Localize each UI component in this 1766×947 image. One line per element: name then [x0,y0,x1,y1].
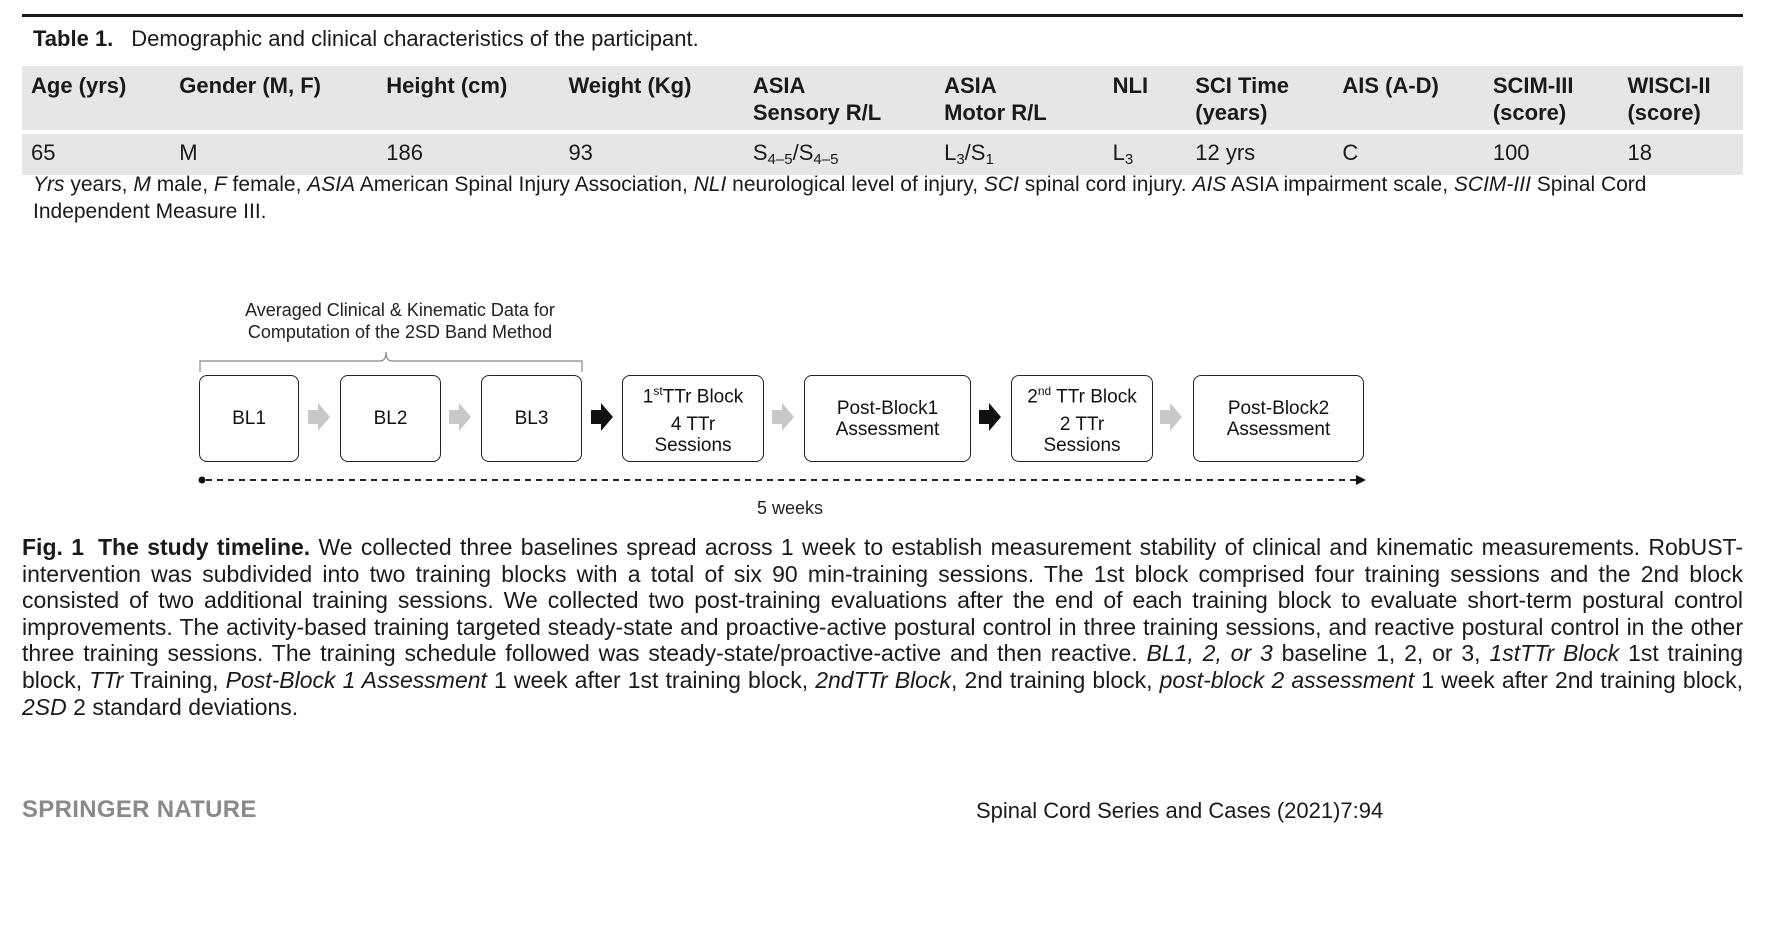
column-header-line: (years) [1195,100,1268,125]
column-header [1618,66,1743,130]
column-header [22,66,170,130]
box-post-block-2: Post-Block2 Assessment [1193,375,1364,462]
italic-term: M [133,173,151,196]
cell-ais: C [1342,140,1359,165]
italic-term: Post-Block 1 Assessment [225,666,487,693]
column-header-line: Sensory R/L [752,100,882,125]
italic-term: TTr [89,666,124,693]
italic-term: NLI [693,173,727,196]
column-header-line: Age (yrs) [31,73,127,98]
column-header [1186,66,1333,130]
italic-term: BL1, 2, or 3 [1146,640,1273,667]
text-run: We collected three baselines spread across 1 week to establish measurement stability of clinical and kinematic measurements. RobUST-intervention was subdivided into two training blocks with a total of six 90 min-training sessions. The 1st block comprised four training sessions and the 2nd block consisted of two additional training sessions. We collected two post-training evaluations after the end of each training block to evaluate short-term postural control improvements. The activity-based training targeted steady-state and proactive-active postural control in three training sessions, and reactive postural control in the other three training sessions. The training schedule followed was steady-state/proactive-active and then reactive. [22,534,1743,667]
column-header-line: Motor R/L [944,100,1047,125]
baseline-bracket [200,352,582,372]
characteristics-table [22,66,1743,175]
text-run: neurological level of injury, [726,173,984,196]
text-run: 2 standard deviations. [66,693,299,720]
box-bl1: BL1 [199,375,299,462]
column-header [744,66,935,130]
column-header-line: Gender (M, F) [179,73,321,98]
cell-scim: 100 [1492,140,1530,165]
column-header [1333,66,1483,130]
text-run: years, [64,173,134,196]
column-header [170,66,377,130]
italic-term: F [213,173,227,196]
arrow-bl1-bl2 [308,403,330,431]
box-post-block-1: Post-Block1 Assessment [804,375,971,462]
figure-caption [22,534,1743,720]
column-header-line: SCI Time [1195,73,1289,98]
column-header [935,66,1104,130]
figure-label: Fig. 1 [22,534,84,560]
italic-term: 2ndTTr Block [815,666,951,693]
table-footnote [33,171,1739,225]
italic-term: AIS [1192,173,1227,196]
box-ttr-block-1: 1stTTr Block 4 TTr Sessions [622,375,764,462]
cell-sci-time: 12 yrs [1195,140,1256,165]
italic-term: post-block 2 assessment [1159,666,1415,693]
text-run: ASIA impairment scale, [1226,173,1454,196]
column-header-line: SCIM-III [1492,73,1574,98]
table-row [22,134,1743,175]
text-run: spinal cord injury. [1018,173,1193,196]
column-header-line: WISCI-II [1627,73,1711,98]
cell-weight: 93 [568,140,593,165]
cell-asia-motor: $L_3/S_1$ [944,140,994,168]
column-header-line: Weight (Kg) [568,73,692,98]
table-label: Table 1. [33,26,114,51]
italic-term: SCIM-III [1453,173,1531,196]
column-header [1484,66,1619,130]
publisher-logo: SPRINGER NATURE [22,796,257,823]
column-header [1104,66,1187,130]
column-header [377,66,559,130]
cell-age: 65 [31,140,56,165]
text-run: 1st training block, [22,640,1743,693]
box-ttr-block-2: 2nd TTr Block 2 TTr Sessions [1011,375,1153,462]
cell-asia-sensory: $S_{4-5}/S_{4-5}$ [752,140,839,168]
table-top-rule [22,14,1743,17]
column-header-line: AIS (A-D) [1342,73,1439,98]
text-run: 1 week after 2nd training block, [1414,666,1744,693]
column-header-line: ASIA [752,73,806,98]
table-caption [33,26,699,52]
text-run: male, [150,173,214,196]
italic-term: ASIA [307,173,356,196]
timeline-arrowhead [1356,475,1366,485]
text-run: Training, [123,666,226,693]
column-header-line: ASIA [944,73,997,98]
box-bl3: BL3 [481,375,582,462]
cell-nli: $L_3$ [1112,140,1134,168]
box-bl2: BL2 [340,375,441,462]
cell-gender: M [179,140,198,165]
column-header [559,66,743,130]
arrow-bl2-bl3 [449,403,471,431]
table-header-row [22,66,1743,130]
arrow-ttr1-post1 [772,403,794,431]
journal-citation: Spinal Cord Series and Cases (2021)7:94 [976,798,1384,823]
table-caption-text: Demographic and clinical characteristics of the participant. [131,26,699,51]
italic-term: Yrs [33,173,65,196]
bracket-label: Averaged Clinical & Kinematic Data for Computation of the 2SD Band Method [245,300,555,342]
arrow-ttr2-post2 [1160,403,1182,431]
cell-height: 186 [386,140,423,165]
text-run: , 2nd training block, [950,666,1160,693]
column-header-line: (score) [1627,100,1701,125]
text-run: 1 week after 1st training block, [486,666,816,693]
text-run: Spinal Cord Independent Measure III. [33,173,1647,223]
column-header-line: Height (cm) [386,73,508,98]
timeline-start-dot [199,477,206,484]
italic-term: 1stTTr Block [1489,640,1620,667]
text-run: baseline 1, 2, or 3, [1272,640,1490,667]
column-header-line: (score) [1492,100,1567,125]
arrow-bl3-ttr1 [591,403,613,431]
italic-term: 2SD [22,693,67,720]
timeline-label: 5 weeks [756,498,824,518]
text-run: American Spinal Injury Association, [355,173,694,196]
arrow-post1-ttr2 [979,403,1001,431]
figure-title: The study timeline. [98,534,311,560]
text-run: female, [226,173,308,196]
cell-wisci: 18 [1627,140,1652,165]
column-header-line: NLI [1112,73,1149,98]
italic-term: SCI [983,173,1019,196]
